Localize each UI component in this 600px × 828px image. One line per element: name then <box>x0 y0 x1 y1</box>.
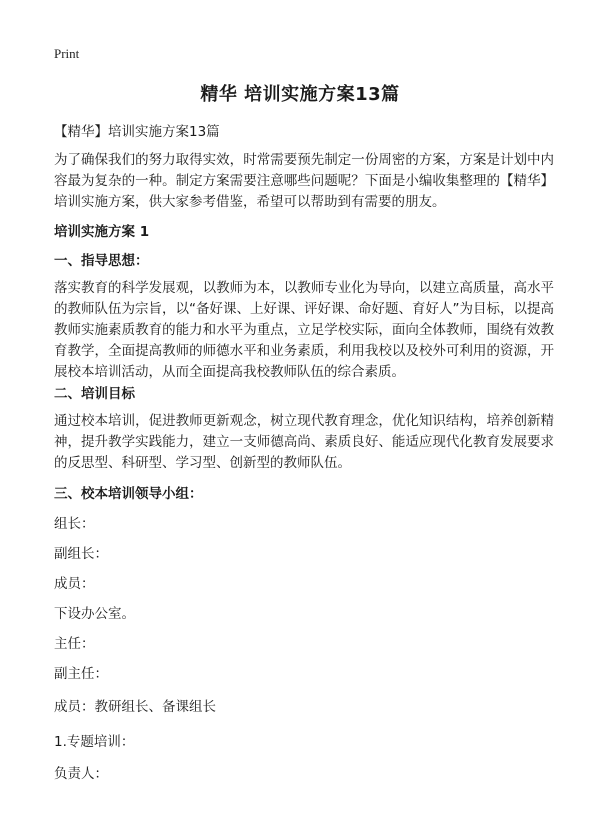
page-title: 精华 培训实施方案13篇 <box>200 84 400 105</box>
line-deputy-director: 副主任： <box>54 666 108 682</box>
section-heading-guiding-ideology: 一、指导思想： <box>54 253 149 269</box>
document-subtitle: 【精华】培训实施方案13篇 <box>54 124 220 140</box>
line-person-in-charge: 负责人： <box>54 766 108 782</box>
line-group-leader: 组长： <box>54 516 95 532</box>
plan-heading: 培训实施方案 1 <box>54 224 150 240</box>
line-members: 成员： <box>54 576 95 592</box>
line-director: 主任： <box>54 636 95 652</box>
section-body-guiding-ideology: 落实教育的科学发展观，以教师为本，以教师专业化为导向，以建立高质量，高水平的教师队伍为宗旨，以“备好课、上好课、评好课、命好题、育好人”为目标，以提高教师实施素质教育的能力和水平为重点，立足学校实际，面向全体教师，围绕有效教育教学，全面提高教师的师德水平和业务素质，利用我校以及校外可利用的资源，开展校本培训活动，从而全面提高我校教师队伍的综合素质。 <box>54 280 554 380</box>
line-special-training: 1.专题培训： <box>54 734 135 750</box>
intro-paragraph: 为了确保我们的努力取得实效，时常需要预先制定一份周密的方案，方案是计划中内容最为复杂的一种。制定方案需要注意哪些问题呢？下面是小编收集整理的【精华】培训实施方案，供大家参考借鉴，希望可以帮助到有需要的朋友。 <box>54 152 554 210</box>
line-office-members: 成员：教研组长、备课组长 <box>54 699 216 715</box>
line-office: 下设办公室。 <box>54 606 135 622</box>
section-heading-training-goals: 二、培训目标 <box>54 386 135 402</box>
line-deputy-leader: 副组长： <box>54 546 108 562</box>
section-body-training-goals: 通过校本培训，促进教师更新观念，树立现代教育理念，优化知识结构，培养创新精神，提升教学实践能力，建立一支师德高尚、素质良好、能适应现代化教育发展要求的反思型、科研型、学习型、创新型的教师队伍。 <box>54 413 554 471</box>
section-heading-leadership-group: 三、校本培训领导小组： <box>54 486 203 502</box>
print-link[interactable]: Print <box>54 46 80 61</box>
